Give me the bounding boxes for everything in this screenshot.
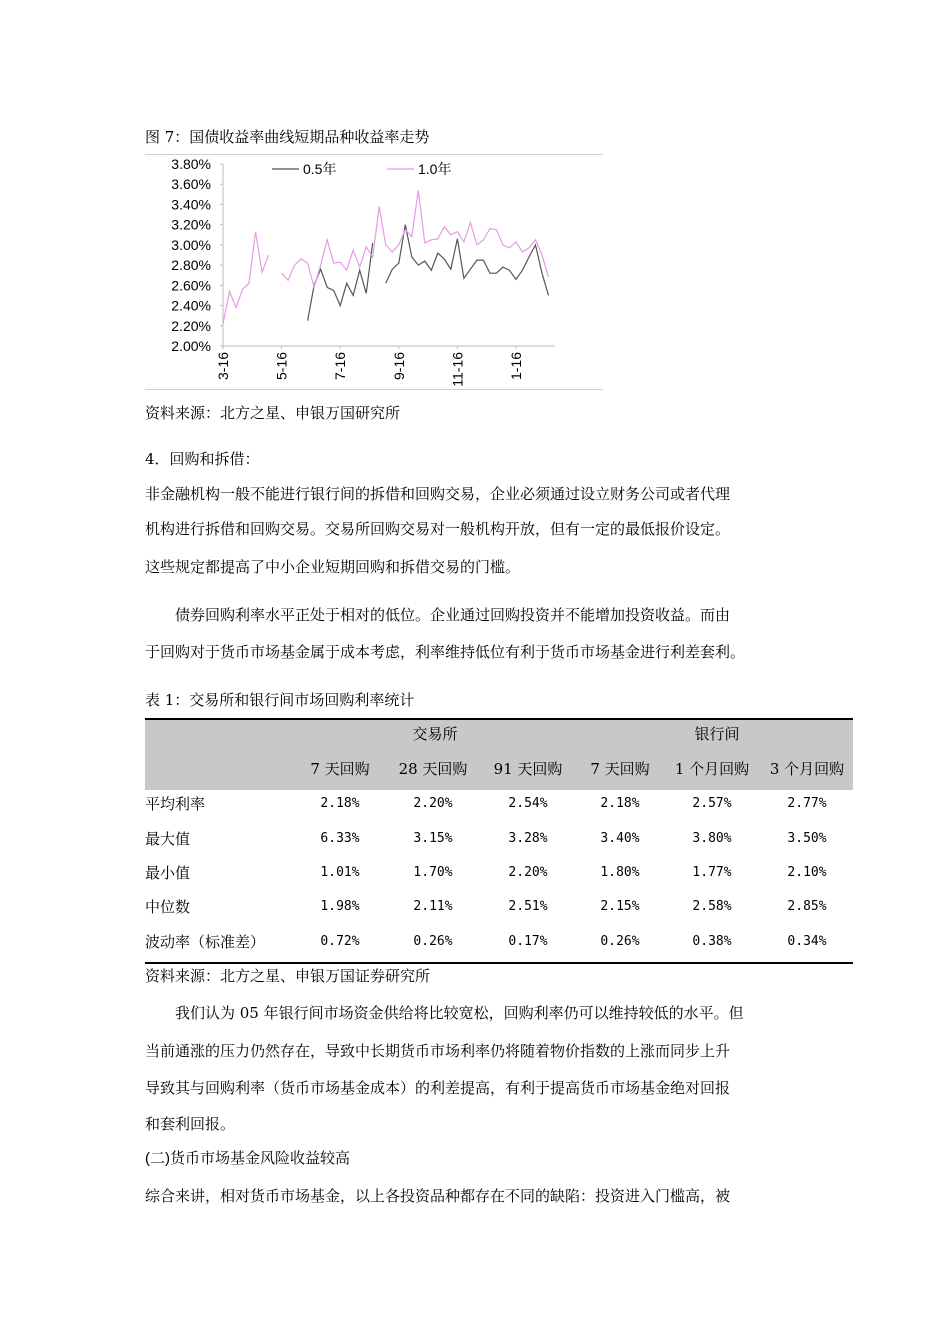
table-cell: 0.26% [413, 934, 453, 949]
y-tick-label: 2.00% [171, 338, 211, 354]
table-bottom-rule [145, 962, 853, 964]
table-cell: 2.51% [508, 899, 548, 914]
table-cell: 2.54% [508, 796, 548, 811]
legend-label: 1.0年 [418, 161, 452, 177]
x-tick-labels [215, 346, 524, 387]
yield-line-chart [145, 154, 603, 390]
paragraph-line: 于回购对于货币市场基金属于成本考虑，利率维持低位有利于货币市场基金进行利差套利。 [145, 643, 746, 661]
row-label: 最大值 [145, 830, 191, 848]
table-cell: 1.01% [320, 865, 360, 880]
group-header-exchange: 交易所 [412, 725, 458, 743]
column-header: 3 个月回购 [769, 760, 845, 778]
row-label: 平均利率 [145, 795, 206, 813]
paragraph-line: 我们认为 05 年银行间市场资金供给将比较宽松，回购利率仍可以维持较低的水平。但 [175, 1004, 744, 1022]
paragraph-line: 和套利回报。 [145, 1115, 236, 1133]
figure-bottom-rule [145, 389, 603, 390]
table-cell: 2.20% [508, 865, 548, 880]
table-source: 资料来源：北方之星、申银万国证券研究所 [145, 968, 431, 985]
column-header: 7 天回购 [310, 760, 370, 778]
paragraph-line: 债券回购利率水平正处于相对的低位。企业通过回购投资并不能增加投资收益。而由 [175, 606, 731, 624]
table-cell: 3.15% [413, 831, 453, 846]
paragraph-line: 导致其与回购利率（货币市场基金成本）的利差提高，有利于提高货币市场基金绝对回报 [145, 1079, 731, 1097]
y-tick-label: 3.20% [171, 216, 211, 233]
column-header: 91 天回购 [493, 760, 563, 778]
x-tick-label: 7-16 [332, 352, 349, 381]
table-cell: 0.72% [320, 934, 360, 949]
table-cell: 0.17% [508, 934, 548, 949]
y-tick-label: 3.60% [171, 176, 211, 193]
table-cell: 2.85% [787, 899, 827, 914]
figure-source: 资料来源：北方之星、申银万国研究所 [145, 404, 401, 422]
paragraph-line: 这些规定都提高了中小企业短期回购和拆借交易的门槛。 [145, 558, 521, 576]
table-cell: 2.10% [787, 865, 827, 880]
table-cell: 3.28% [508, 831, 548, 846]
table-cell: 3.80% [692, 831, 732, 846]
table-cell: 1.70% [413, 865, 453, 880]
chart-legend [272, 161, 451, 177]
chart-axes [223, 164, 555, 346]
y-tick-label: 2.80% [171, 257, 211, 274]
table-cell: 1.80% [600, 865, 640, 880]
series-line-1.0年 [223, 232, 269, 324]
series-line-0.5年 [308, 243, 373, 321]
group-header-interbank: 银行间 [694, 725, 740, 743]
row-label: 中位数 [145, 898, 191, 916]
subsection-heading: (二)货币市场基金风险收益较高 [145, 1150, 350, 1167]
paragraph-line: 当前通涨的压力仍然存在，导致中长期货币市场利率仍将随着物价指数的上涨而同步上升 [145, 1042, 731, 1060]
table-cell: 2.58% [692, 899, 732, 914]
legend-label: 0.5年 [303, 161, 337, 177]
y-tick-label: 2.60% [171, 277, 211, 294]
section-heading: 4．回购和拆借： [145, 450, 260, 468]
table-cell: 1.98% [320, 899, 360, 914]
y-tick-label: 2.40% [171, 297, 211, 314]
y-tick-labels [171, 156, 223, 354]
table-cell: 0.38% [692, 934, 732, 949]
y-tick-label: 3.40% [171, 196, 211, 213]
x-tick-label: 1-16 [507, 352, 524, 381]
table-cell: 3.50% [787, 831, 827, 846]
column-header: 28 天回购 [398, 760, 468, 778]
table-cell: 2.18% [600, 796, 640, 811]
table-cell: 1.77% [692, 865, 732, 880]
column-header: 7 天回购 [590, 760, 650, 778]
paragraph-line: 综合来讲，相对货币市场基金，以上各投资品种都存在不同的缺陷：投资进入门槛高，被 [145, 1187, 731, 1205]
table-cell: 2.11% [413, 899, 453, 914]
table-cell: 3.40% [600, 831, 640, 846]
table-cell: 2.18% [320, 796, 360, 811]
row-label: 最小值 [145, 864, 191, 882]
table-top-rule [145, 718, 853, 720]
x-tick-label: 11-16 [449, 352, 466, 387]
paragraph-line: 非金融机构一般不能进行银行间的拆借和回购交易，企业必须通过设立财务公司或者代理 [145, 485, 731, 503]
series-lines [223, 190, 549, 323]
x-tick-label: 5-16 [273, 352, 290, 381]
table-cell: 0.34% [787, 934, 827, 949]
x-tick-label: 9-16 [390, 352, 407, 381]
paragraph-line: 机构进行拆借和回购交易。交易所回购交易对一般机构开放，但有一定的最低报价设定。 [145, 520, 731, 538]
table-title: 表 1：交易所和银行间市场回购利率统计 [145, 691, 415, 709]
table-cell: 0.26% [600, 934, 640, 949]
x-tick-label: 3-16 [215, 352, 231, 381]
column-header: 1 个月回购 [674, 760, 750, 778]
y-tick-label: 2.20% [171, 317, 211, 334]
row-label: 波动率（标准差） [145, 933, 266, 951]
table-cell: 2.15% [600, 899, 640, 914]
table-cell: 2.77% [787, 796, 827, 811]
figure-title: 图 7：国债收益率曲线短期品种收益率走势 [145, 128, 430, 146]
table-cell: 2.20% [413, 796, 453, 811]
y-tick-label: 3.00% [171, 236, 211, 253]
table-cell: 2.57% [692, 796, 732, 811]
table-cell: 6.33% [320, 831, 360, 846]
y-tick-label: 3.80% [171, 156, 211, 172]
